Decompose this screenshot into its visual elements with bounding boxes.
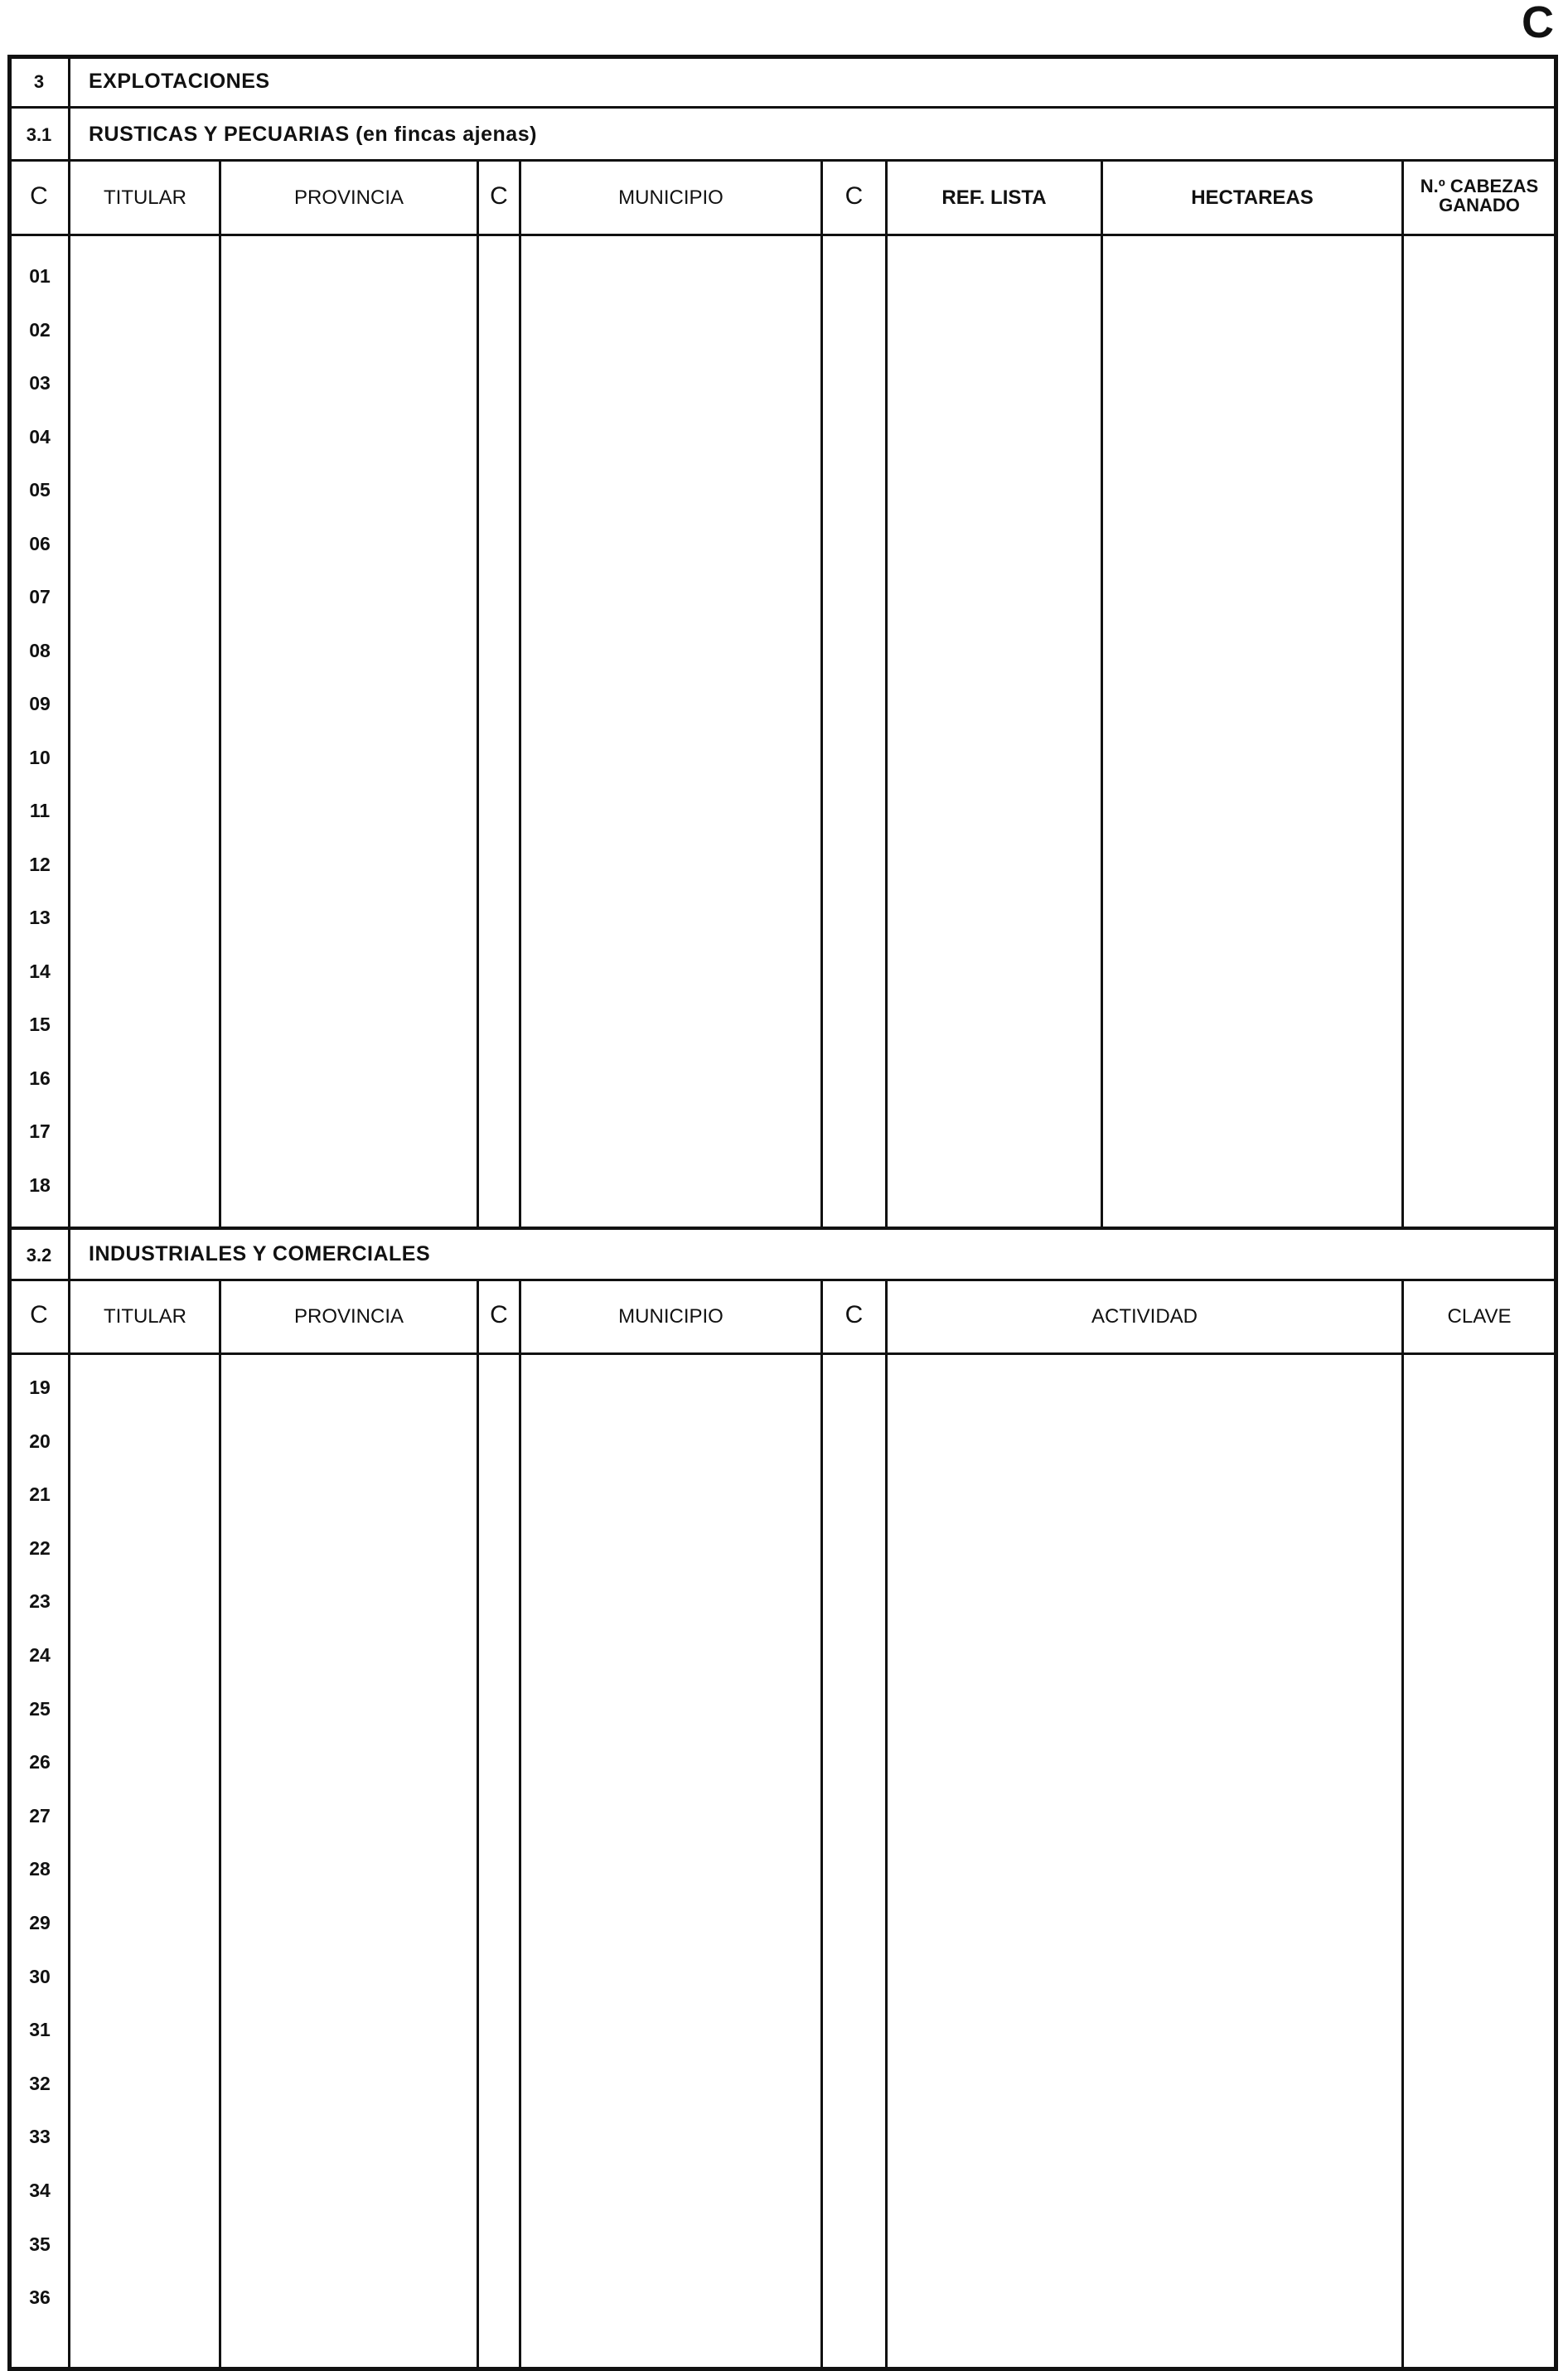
row-number: 01 xyxy=(29,265,51,287)
row-number: 28 xyxy=(29,1858,51,1880)
sub2-title: INDUSTRIALES Y COMERCIALES xyxy=(89,1242,431,1265)
sub1-header-c3: C xyxy=(844,182,864,210)
row-number: 20 xyxy=(29,1430,51,1452)
row-number: 22 xyxy=(29,1536,51,1559)
row-number: 10 xyxy=(29,746,51,768)
rule-header-3-1 xyxy=(7,234,1558,236)
page-letter: C xyxy=(1522,0,1554,47)
row-number: 06 xyxy=(29,532,51,554)
row-number: 23 xyxy=(29,1590,51,1613)
row-number: 04 xyxy=(29,425,51,448)
sub2-header-clave: CLAVE xyxy=(1447,1305,1512,1328)
sub2-header-titular: TITULAR xyxy=(103,1305,186,1328)
row-number: 05 xyxy=(29,479,51,501)
row-number: 29 xyxy=(29,1912,51,1933)
sub1-header-cabezas-line1: N.º CABEZAS xyxy=(1420,176,1539,196)
row-number: 13 xyxy=(29,907,51,928)
row-number: 19 xyxy=(29,1377,51,1398)
row-number: 11 xyxy=(29,800,51,821)
sub1-header-c2: C xyxy=(490,182,508,210)
form-frame xyxy=(7,55,1558,2371)
row-number: 31 xyxy=(29,2019,51,2041)
col-divider-hectareas xyxy=(1401,159,1404,1228)
row-number: 26 xyxy=(29,1751,51,1773)
row-number: 35 xyxy=(29,2233,51,2255)
sub1-header-cabezas xyxy=(1404,177,1555,215)
sub1-header-c1: C xyxy=(30,182,48,210)
col-divider-provincia-2 xyxy=(477,1279,479,2371)
row-number: 03 xyxy=(29,372,51,394)
sub1-header-cabezas-line2: GANADO xyxy=(1439,195,1520,216)
row-number: 17 xyxy=(29,1120,51,1142)
sub1-header-provincia: PROVINCIA xyxy=(293,186,404,209)
row-number: 12 xyxy=(29,853,51,875)
sub1-header-ref-lista: REF. LISTA xyxy=(941,186,1047,209)
sub2-header-provincia: PROVINCIA xyxy=(293,1305,404,1328)
rule-end-3-1 xyxy=(7,1227,1558,1230)
sub2-header-actividad: ACTIVIDAD xyxy=(1091,1305,1198,1328)
col-divider-c3-2 xyxy=(885,1279,888,2371)
sub2-header-c1: C xyxy=(30,1301,48,1328)
sub1-title: RUSTICAS Y PECUARIAS (en fincas ajenas) xyxy=(89,123,537,146)
col-divider-c3 xyxy=(885,159,888,1228)
row-number: 34 xyxy=(29,2180,51,2201)
row-number: 18 xyxy=(29,1173,51,1196)
row-number: 09 xyxy=(29,693,51,714)
sub2-number: 3.2 xyxy=(26,1245,52,1265)
col-divider-actividad xyxy=(1401,1279,1404,2371)
sub1-number: 3.1 xyxy=(26,124,52,145)
rule-section-3 xyxy=(7,106,1558,109)
sub1-header-titular: TITULAR xyxy=(103,186,186,209)
rule-sub-3-2 xyxy=(7,1279,1558,1281)
row-number: 15 xyxy=(29,1014,51,1035)
sub2-header-c2: C xyxy=(490,1301,508,1328)
col-divider-c2-2 xyxy=(519,1279,521,2371)
col-divider-municipio xyxy=(820,159,823,1228)
rule-sub-3-1 xyxy=(7,159,1558,162)
row-number: 08 xyxy=(29,639,51,661)
row-number: 14 xyxy=(29,960,51,982)
section-number: 3 xyxy=(33,71,45,92)
row-number: 16 xyxy=(29,1067,51,1089)
rule-header-3-2 xyxy=(7,1352,1558,1355)
sub1-header-hectareas: HECTAREAS xyxy=(1191,186,1314,209)
col-divider-municipio-2 xyxy=(820,1279,823,2371)
row-number: 33 xyxy=(29,2126,51,2148)
row-number: 24 xyxy=(29,1644,51,1666)
sub2-header-municipio: MUNICIPIO xyxy=(618,1305,724,1328)
col-divider-ref-lista xyxy=(1101,159,1103,1228)
sub1-header-municipio: MUNICIPIO xyxy=(618,186,724,209)
col-divider-provincia xyxy=(477,159,479,1228)
row-number: 27 xyxy=(29,1804,51,1827)
sub2-header-c3: C xyxy=(844,1301,864,1328)
row-number: 02 xyxy=(29,318,51,341)
col-divider-titular xyxy=(219,159,221,1228)
row-number: 07 xyxy=(29,586,51,607)
col-divider-titular-2 xyxy=(219,1279,221,2371)
row-number: 21 xyxy=(29,1483,51,1506)
row-number: 30 xyxy=(29,1965,51,1987)
row-number: 32 xyxy=(29,2072,51,2094)
row-number: 36 xyxy=(29,2286,51,2309)
row-number: 25 xyxy=(29,1697,51,1720)
col-divider-c2 xyxy=(519,159,521,1228)
section-title: EXPLOTACIONES xyxy=(89,70,270,93)
